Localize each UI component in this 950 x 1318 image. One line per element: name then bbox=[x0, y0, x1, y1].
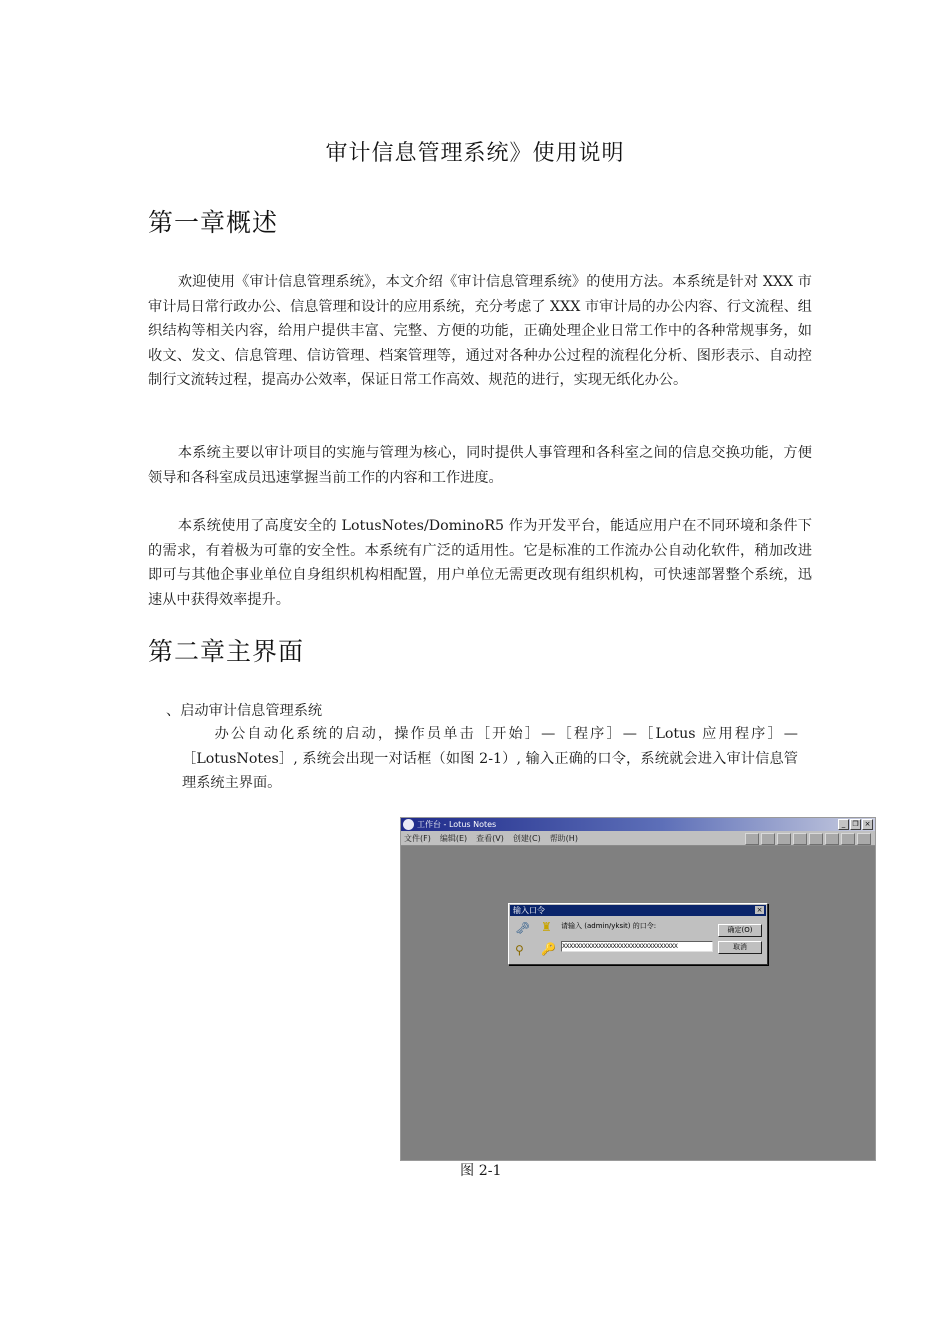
minimize-icon[interactable]: _ bbox=[838, 819, 849, 830]
document-title: 审计信息管理系统》使用说明 bbox=[325, 141, 625, 166]
screenshot-window-title: 工作台 - Lotus Notes bbox=[417, 820, 497, 829]
lotus-notes-app-icon bbox=[403, 819, 414, 830]
restore-icon[interactable]: ❐ bbox=[850, 819, 861, 830]
chapter-2-paragraph: 办公自动化系统的启动，操作员单击［开始］—［程序］—［Lotus 应用程序］—［LotusNotes］, 系统会出现一对话框（如图 2-1）, 输入正确的口令，系统就会进入审计信息管理系统主界面。 bbox=[182, 726, 798, 792]
lock-icon: 🔑 bbox=[541, 942, 556, 956]
toolbar-button[interactable] bbox=[761, 833, 775, 845]
toolbar-button[interactable] bbox=[793, 833, 807, 845]
toolbar-button[interactable] bbox=[809, 833, 823, 845]
toolbar-button[interactable] bbox=[745, 833, 759, 845]
security-icon: ♜ bbox=[541, 920, 552, 934]
menu-edit[interactable]: 编辑(E) bbox=[439, 834, 468, 843]
ok-button[interactable]: 确定(O) bbox=[718, 924, 762, 937]
screenshot-titlebar bbox=[401, 818, 875, 831]
toolbar bbox=[745, 833, 871, 845]
screenshot-menubar bbox=[401, 831, 875, 846]
section-heading-start-system: 、启动审计信息管理系统 bbox=[166, 703, 323, 719]
menu-create[interactable]: 创建(C) bbox=[512, 834, 541, 843]
dialog-title: 输入口令 bbox=[513, 906, 545, 915]
id-icon: ⚲ bbox=[515, 943, 524, 957]
chapter-2-heading: 第二章主界面 bbox=[148, 637, 305, 666]
toolbar-button[interactable] bbox=[825, 833, 839, 845]
dialog-prompt: 请输入 (admin/yksit) 的口令: bbox=[561, 922, 657, 930]
chapter-1-paragraph-1: 欢迎使用《审计信息管理系统》，本文介绍《审计信息管理系统》的使用方法。本系统是针对 XXX 市审计局日常行政办公、信息管理和设计的应用系统，充分考虑了 XXX 市审计局的办公内容、行文流程、组织结构等相关内容，给用户提供丰富、完整、方便的功能，正确处理企业日常工作中的各种常规事务，如收文、发文、信息管理、信访管理、档案管理等，通过对各种办公过程的流程化分析、图形表示、自动控制行文流转过程，提高办公效率，保证日常工作高效、规范的进行，实现无纸化办公。 bbox=[148, 274, 812, 389]
menu-file[interactable]: 文件(F) bbox=[404, 834, 431, 843]
key-icon: 🗝 bbox=[515, 921, 531, 935]
password-field[interactable]: XXXXXXXXXXXXXXXXXXXXXXXXXXXXXXXX bbox=[561, 941, 713, 952]
figure-screenshot bbox=[400, 817, 876, 1161]
menu-help[interactable]: 帮助(H) bbox=[549, 834, 578, 843]
dialog-close-icon[interactable]: × bbox=[756, 906, 763, 914]
password-dialog bbox=[508, 903, 768, 965]
cancel-button[interactable]: 取消 bbox=[718, 941, 762, 954]
figure-caption: 图 2-1 bbox=[460, 1163, 502, 1179]
chapter-1-paragraph-3: 本系统使用了高度安全的 LotusNotes/DominoR5 作为开发平台，能适应用户在不同环境和条件下的需求，有着极为可靠的安全性。本系统有广泛的适用性。它是标准的工作流办公自动化软件，稍加改进即可与其他企事业单位自身组织机构相配置，用户单位无需更改现有组织机构，可快速部署整个系统，迅速从中获得效率提升。 bbox=[148, 518, 812, 608]
dialog-titlebar bbox=[510, 905, 766, 916]
menu-items bbox=[404, 833, 578, 844]
menu-view[interactable]: 查看(V) bbox=[476, 834, 504, 843]
close-icon[interactable]: × bbox=[862, 819, 873, 830]
toolbar-button[interactable] bbox=[841, 833, 855, 845]
toolbar-button[interactable] bbox=[857, 833, 871, 845]
chapter-1-heading: 第一章概述 bbox=[148, 208, 279, 237]
toolbar-button[interactable] bbox=[777, 833, 791, 845]
chapter-1-paragraph-2: 本系统主要以审计项目的实施与管理为核心，同时提供人事管理和各科室之间的信息交换功能，方便领导和各科室成员迅速掌握当前工作的内容和工作进度。 bbox=[148, 445, 812, 486]
window-controls bbox=[838, 819, 873, 830]
